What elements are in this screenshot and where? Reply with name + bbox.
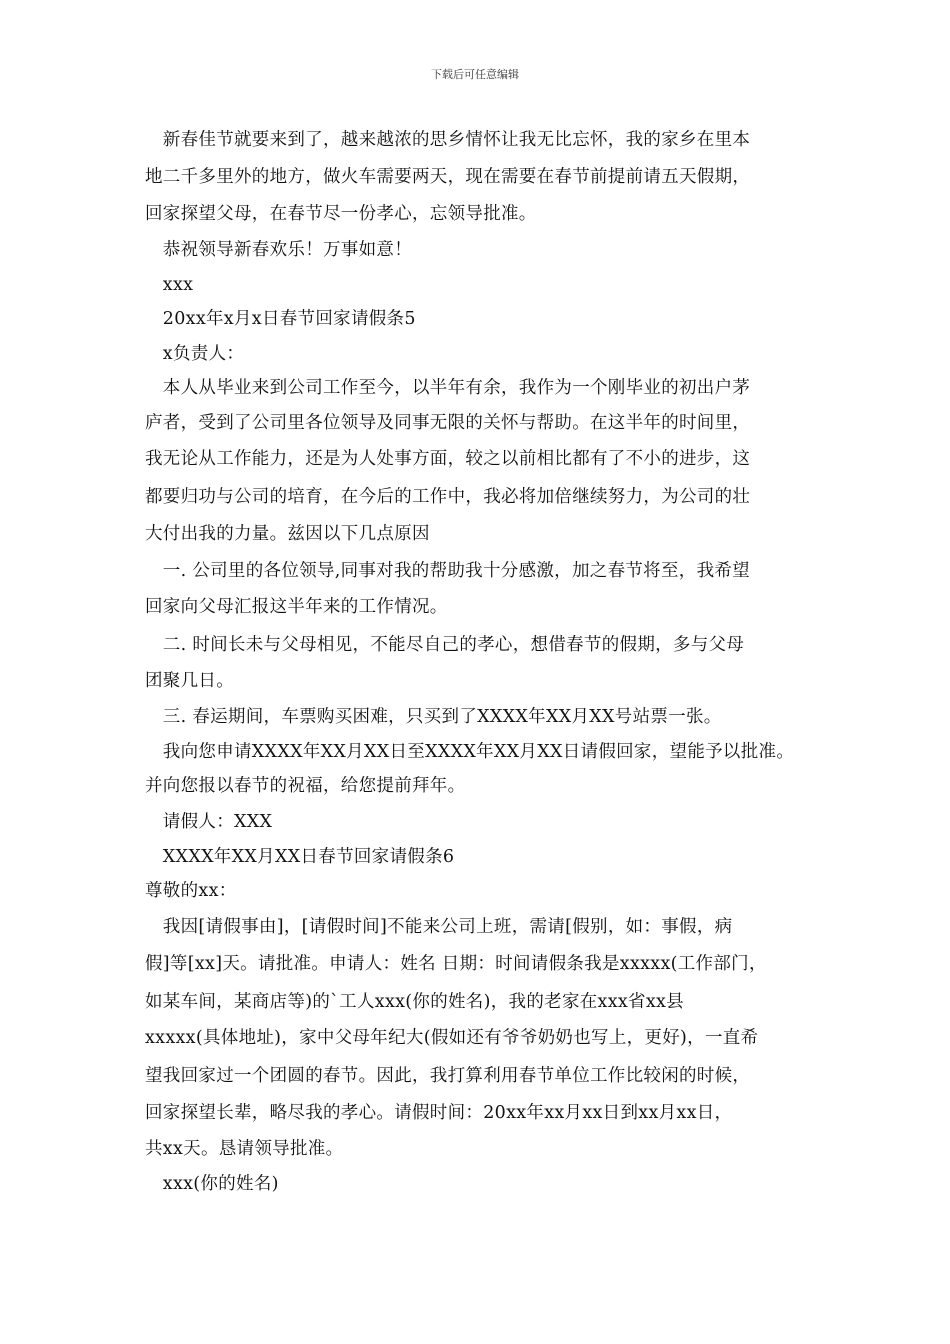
text-line: 我无论从工作能力，还是为人处事方面，较之以前相比都有了不小的进步，这 bbox=[145, 449, 751, 469]
text-line: xxx(你的姓名) bbox=[145, 1174, 279, 1194]
text-line: 新春佳节就要来到了，越来越浓的思乡情怀让我无比忘怀，我的家乡在里本 bbox=[145, 130, 751, 150]
text-line: 庐者，受到了公司里各位领导及同事无限的关怀与帮助。在这半年的时间里， bbox=[145, 413, 751, 433]
text-line: 20xx年x月x日春节回家请假条5 bbox=[145, 309, 416, 329]
text-line: 如某车间，某商店等)的`工人xxx(你的姓名)，我的老家在xxx省xx县 bbox=[145, 992, 684, 1012]
text-line: 三. 春运期间，车票购买困难，只买到了XXXX年XX月XX号站票一张。 bbox=[145, 707, 722, 727]
text-line: 共xx天。恳请领导批准。 bbox=[145, 1139, 344, 1159]
text-line: 尊敬的xx： bbox=[145, 881, 237, 901]
text-line: 请假人：XXX bbox=[145, 812, 273, 832]
text-line: xxxxx(具体地址)，家中父母年纪大(假如还有爷爷奶奶也写上，更好)，一直希 bbox=[145, 1028, 759, 1048]
text-line: 我向您申请XXXX年XX月XX日至XXXX年XX月XX日请假回家，望能予以批准。 bbox=[145, 742, 795, 762]
text-line: 回家向父母汇报这半年来的工作情况。 bbox=[145, 597, 448, 617]
text-line: 我因[请假事由]，[请假时间]不能来公司上班，需请[假别，如：事假，病 bbox=[145, 917, 733, 937]
text-line: 恭祝领导新春欢乐！万事如意！ bbox=[145, 240, 412, 260]
text-line: 都要归功与公司的培育，在今后的工作中，我必将加倍继续努力，为公司的壮 bbox=[145, 487, 751, 507]
text-line: 假]等[xx]天。请批准。申请人：姓名 日期：时间请假条我是xxxxx(工作部门， bbox=[145, 954, 767, 974]
text-line: xxx bbox=[145, 275, 194, 295]
text-line: 本人从毕业来到公司工作至今，以半年有余，我作为一个刚毕业的初出户茅 bbox=[145, 378, 751, 398]
text-line: 二. 时间长未与父母相见，不能尽自己的孝心，想借春节的假期，多与父母 bbox=[145, 635, 745, 655]
text-line: 团聚几日。 bbox=[145, 671, 234, 691]
text-line: 望我回家过一个团圆的春节。因此，我打算利用春节单位工作比较闲的时候， bbox=[145, 1066, 751, 1086]
text-line: 大付出我的力量。兹因以下几点原因 bbox=[145, 524, 430, 544]
text-line: x负责人： bbox=[145, 344, 245, 364]
text-line: 并向您报以春节的祝福，给您提前拜年。 bbox=[145, 776, 466, 796]
text-line: 回家探望长辈，略尽我的孝心。请假时间：20xx年xx月xx日到xx月xx日， bbox=[145, 1103, 733, 1123]
text-line: 地二千多里外的地方，做火车需要两天，现在需要在春节前提前请五天假期， bbox=[145, 167, 751, 187]
text-line: XXXX年XX月XX日春节回家请假条6 bbox=[145, 847, 455, 867]
page-header: 下载后可任意编辑 bbox=[431, 68, 519, 81]
text-line: 一. 公司里的各位领导,同事对我的帮助我十分感激，加之春节将至，我希望 bbox=[145, 561, 750, 581]
text-line: 回家探望父母，在春节尽一份孝心，忘领导批准。 bbox=[145, 204, 537, 224]
